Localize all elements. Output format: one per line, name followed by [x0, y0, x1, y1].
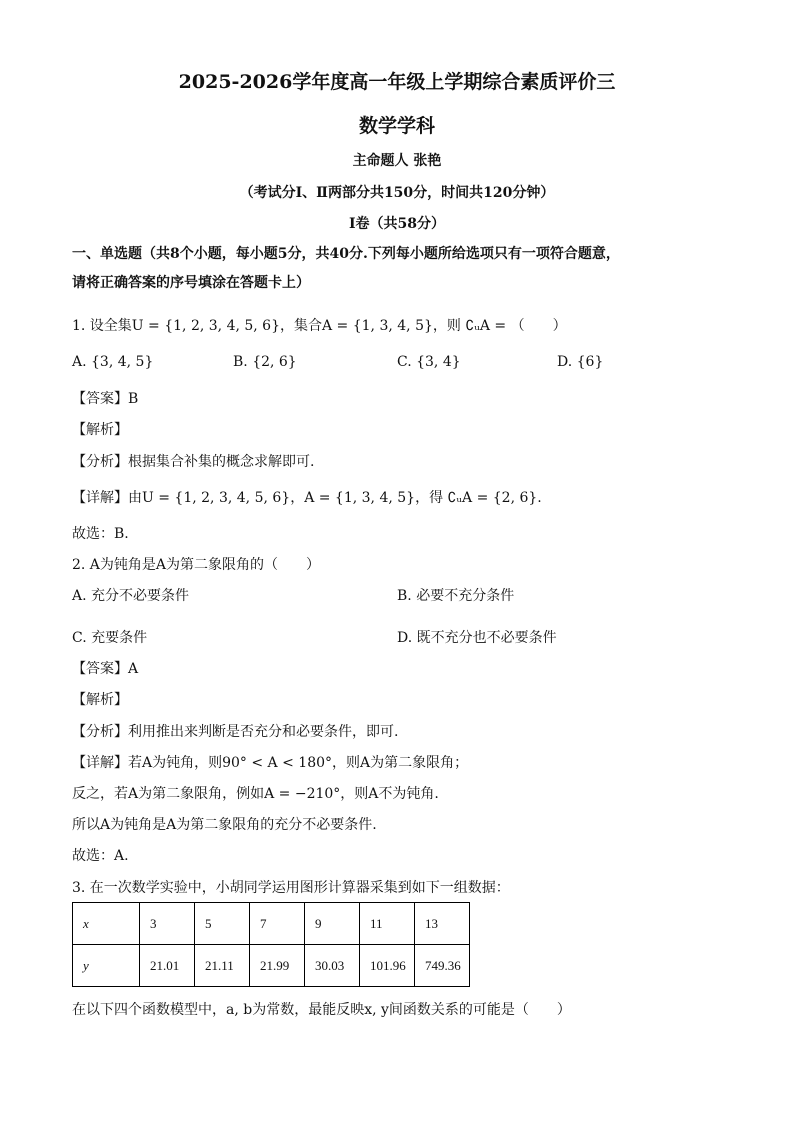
- q2-option-c: C. 充要条件: [72, 630, 148, 646]
- table-cell: y: [73, 945, 140, 987]
- section-heading-line1: 一、单选题（共8个小题，每小题5分，共40分.下列每小题所给选项只有一项符合题意，: [72, 246, 620, 262]
- q1-option-c: C. {3, 4}: [397, 354, 461, 370]
- table-cell: 101.96: [360, 945, 415, 987]
- q3-data-table: [72, 902, 470, 987]
- q2-option-b: B. 必要不充分条件: [397, 588, 515, 604]
- part-heading: Ⅰ卷（共58分）: [348, 216, 446, 232]
- table-cell: 3: [140, 903, 195, 945]
- table-cell: 13: [415, 903, 470, 945]
- q1-analysis-label: 【解析】: [72, 422, 128, 438]
- q1-stem: 1. 设全集U = {1, 2, 3, 4, 5, 6}，集合A = {1, 3, 4, 5}，则 ∁ᵤA = （ ）: [72, 318, 567, 334]
- table-cell: 9: [305, 903, 360, 945]
- q2-conclusion: 故选：A.: [72, 848, 129, 864]
- table-cell: 30.03: [305, 945, 360, 987]
- q2-option-d: D. 既不充分也不必要条件: [397, 630, 557, 646]
- subject-title: 数学学科: [358, 115, 435, 137]
- q2-analysis: 【分析】利用推出来判断是否充分和必要条件，即可.: [72, 724, 399, 740]
- table-cell: 749.36: [415, 945, 470, 987]
- q2-detail-3: 所以A为钝角是A为第二象限角的充分不必要条件.: [72, 817, 377, 833]
- table-cell: 5: [195, 903, 250, 945]
- table-cell: 21.01: [140, 945, 195, 987]
- q1-option-d: D. {6}: [557, 354, 604, 370]
- table-cell: 11: [360, 903, 415, 945]
- author-line: 主命题人 张艳: [352, 153, 442, 169]
- q2-detail-2: 反之，若A为第二象限角，例如A = −210°，则A不为钝角.: [72, 786, 439, 802]
- q1-conclusion: 故选：B.: [72, 526, 129, 542]
- q1-analysis: 【分析】根据集合补集的概念求解即可.: [72, 454, 315, 470]
- exam-note: （考试分Ⅰ、Ⅱ两部分共150分，时间共120分钟）: [239, 185, 555, 201]
- exam-title: 2025-2026学年度高一年级上学期综合素质评价三: [178, 71, 616, 93]
- q2-detail-1: 【详解】若A为钝角，则90° < A < 180°，则A为第二象限角；: [72, 755, 469, 771]
- q1-detail: 【详解】由U = {1, 2, 3, 4, 5, 6}，A = {1, 3, 4, 5}，得 ∁ᵤA = {2, 6}.: [72, 490, 542, 506]
- q3-question: 在以下四个函数模型中，a, b为常数，最能反映x, y间函数关系的可能是（ ）: [72, 1002, 571, 1018]
- q2-analysis-label: 【解析】: [72, 692, 128, 708]
- table-row-x: [73, 903, 470, 945]
- q1-answer: 【答案】B: [72, 391, 139, 407]
- q2-answer: 【答案】A: [72, 661, 139, 677]
- q2-stem: 2. A为钝角是A为第二象限角的（ ）: [72, 557, 321, 573]
- table-cell: 21.99: [250, 945, 305, 987]
- q1-option-b: B. {2, 6}: [233, 354, 297, 370]
- q1-option-a: A. {3, 4, 5}: [72, 354, 154, 370]
- q3-stem: 3. 在一次数学实验中，小胡同学运用图形计算器采集到如下一组数据：: [72, 880, 510, 896]
- table-cell: 21.11: [195, 945, 250, 987]
- q2-option-a: A. 充分不必要条件: [72, 588, 190, 604]
- table-row-y: [73, 945, 470, 987]
- table-cell: x: [73, 903, 140, 945]
- table-cell: 7: [250, 903, 305, 945]
- section-heading-line2: 请将正确答案的序号填涂在答题卡上）: [72, 275, 310, 291]
